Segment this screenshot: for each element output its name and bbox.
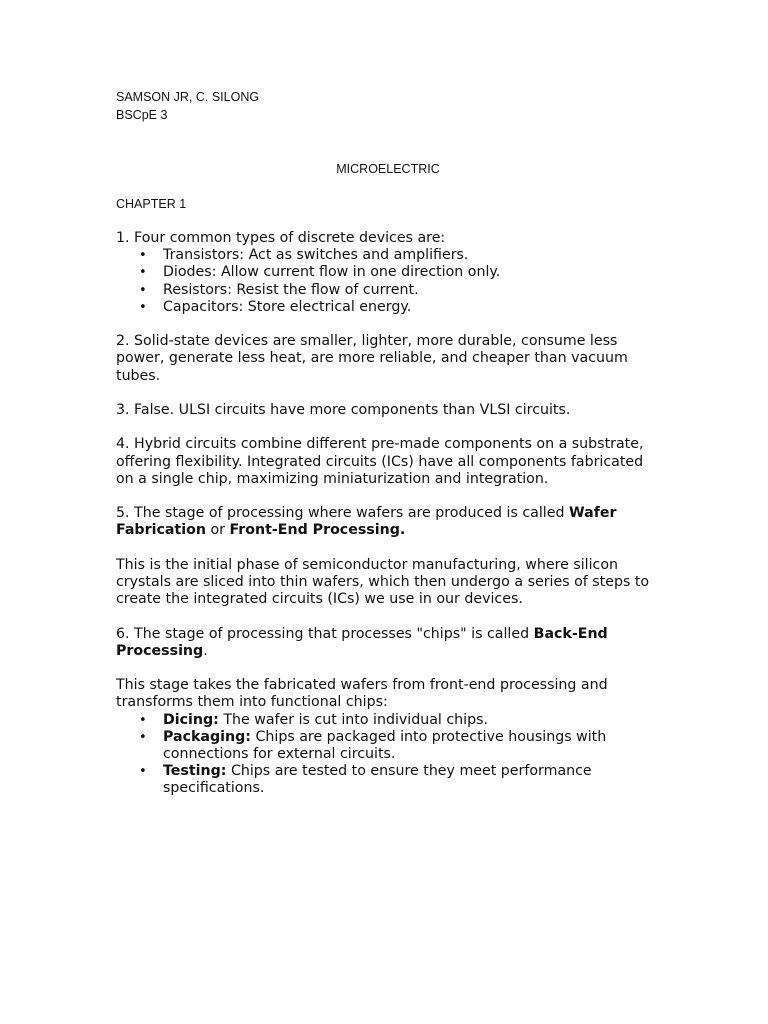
step-label: Dicing: <box>163 711 219 728</box>
answer-3: 3. False. ULSI circuits have more components than VLSI circuits. <box>116 402 571 418</box>
answer-5-middle: or <box>205 522 230 539</box>
answer-6-suffix: . <box>203 642 208 659</box>
term-wafer-fabrication: Wafer Fabrication <box>116 505 617 539</box>
list-item: • Resistors: Resist the flow of current. <box>116 282 656 299</box>
list-item: • Diodes: Allow current flow in one direction only. <box>116 264 656 281</box>
list-item: • Transistors: Act as switches and amplifiers. <box>116 247 656 264</box>
back-end-steps-list <box>116 712 656 798</box>
list-item: • Capacitors: Store electrical energy. <box>116 299 656 316</box>
list-item <box>116 729 656 763</box>
step-label: Packaging: <box>163 728 251 745</box>
answer-5-prefix: 5. The stage of processing where wafers are produced is called <box>116 505 569 522</box>
answer-2: 2. Solid-state devices are smaller, lighter, more durable, consume less power, generate less heat, are more reliable, and cheaper than vacuum tubes. <box>116 333 628 384</box>
answer-6-explanation: This stage takes the fabricated wafers from front-end processing and transforms them into functional chips: <box>116 677 608 711</box>
step-text: The wafer is cut into individual chips. <box>218 711 489 728</box>
author-name: SAMSON JR, C. SILONG <box>116 90 260 104</box>
question-1: 1. Four common types of discrete devices are: <box>116 230 446 246</box>
document-title: MICROELECTRIC <box>336 162 440 176</box>
answer-6 <box>116 626 656 660</box>
list-item <box>116 763 656 797</box>
term-back-end-processing: Back-End Processing <box>116 625 608 659</box>
step-text: Chips are tested to ensure they meet performance specifications. <box>163 763 592 797</box>
answer-5-explanation: This is the initial phase of semiconductor manufacturing, where silicon crystals are sliced into thin wafers, which then undergo a series of steps to create the integrated circuits (ICs) we use in our devices. <box>116 556 650 608</box>
answer-4: 4. Hybrid circuits combine different pre-made components on a substrate, offering flexibility. Integrated circuits (ICs) have all components fabricated on a single chip, maximizing miniaturization and integration. <box>116 436 644 487</box>
step-text: Chips are packaged into protective housings with connections for external circuits. <box>163 728 607 762</box>
author-block <box>116 88 656 124</box>
term-front-end-processing: Front-End Processing. <box>229 522 406 539</box>
list-item <box>116 712 656 729</box>
answer-5 <box>116 505 656 539</box>
chapter-heading: CHAPTER 1 <box>116 197 187 211</box>
document-page <box>116 88 656 798</box>
answer-6-prefix: 6. The stage of processing that processes "chips" is called <box>116 625 534 642</box>
discrete-devices-list <box>116 247 656 316</box>
course-year: BSCpE 3 <box>116 108 168 122</box>
step-label: Testing: <box>163 763 227 780</box>
